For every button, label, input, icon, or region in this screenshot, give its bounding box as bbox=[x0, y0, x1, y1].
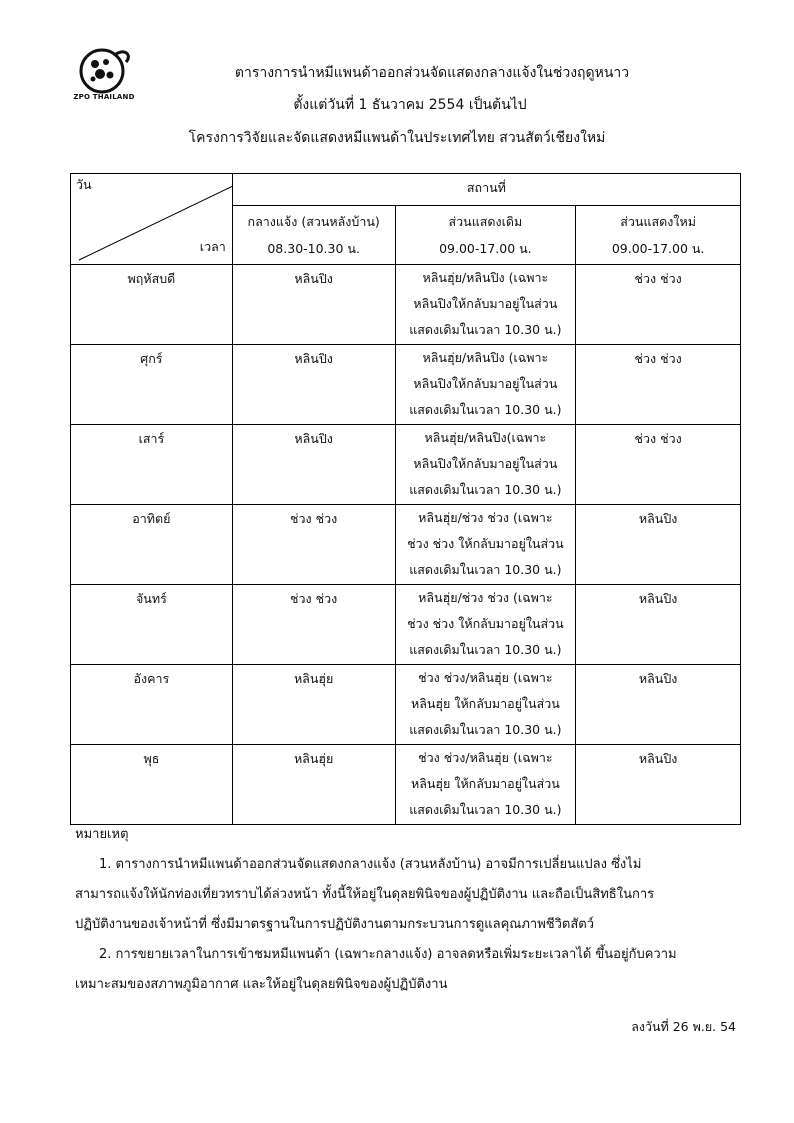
old-exhibit-line: แสดงเดิมในเวลา 10.30 น.) bbox=[409, 322, 562, 337]
corner-header-cell bbox=[71, 174, 233, 265]
outdoor-cell bbox=[232, 665, 395, 745]
old-exhibit-line: หลินปิงให้กลับมาอยู่ในส่วน bbox=[413, 296, 558, 311]
title-line-3: โครงการวิจัยและจัดแสดงหมีแพนด้าในประเทศไทย สวนสัตว์เชียงใหม่ bbox=[188, 130, 606, 146]
table-row bbox=[71, 345, 741, 425]
old-exhibit-line: หลินฮุ่ย/ช่วง ช่วง (เฉพาะ bbox=[418, 510, 553, 525]
column-name: ส่วนแสดงเดิม bbox=[448, 214, 523, 229]
old-exhibit-line: แสดงเดิมในเวลา 10.30 น.) bbox=[409, 562, 562, 577]
old-exhibit-line: ช่วง ช่วง ให้กลับมาอยู่ในส่วน bbox=[407, 536, 564, 551]
logo-text: ZPO THAILAND bbox=[73, 93, 135, 101]
day-cell-text: ศุกร์ bbox=[140, 351, 163, 366]
new-exhibit-cell-text: หลินปิง bbox=[638, 591, 678, 606]
table-row bbox=[71, 745, 741, 825]
new-exhibit-cell bbox=[576, 505, 741, 585]
new-exhibit-cell bbox=[576, 585, 741, 665]
column-header-outdoor bbox=[232, 206, 395, 265]
old-exhibit-cell bbox=[395, 505, 576, 585]
place-header: สถานที่ bbox=[232, 174, 740, 206]
column-time: 09.00-17.00 น. bbox=[611, 241, 705, 256]
day-label: วัน bbox=[76, 177, 92, 192]
new-exhibit-cell-text: ช่วง ช่วง bbox=[634, 431, 682, 446]
day-cell bbox=[71, 665, 233, 745]
outdoor-cell-text: หลินปิง bbox=[294, 431, 333, 446]
new-exhibit-cell-text: ช่วง ช่วง bbox=[634, 351, 682, 366]
old-exhibit-line: หลินฮุ่ย/ช่วง ช่วง (เฉพาะ bbox=[418, 590, 553, 605]
old-exhibit-line: หลินฮุ่ย ให้กลับมาอยู่ในส่วน bbox=[410, 696, 560, 711]
outdoor-cell bbox=[232, 345, 395, 425]
note-2-line-1: 2. การขยายเวลาในการเข้าชมหมีแพนด้า (เฉพาะกลางแจ้ง) อาจลดหรือเพิ่มระยะเวลาได้ ขึ้นอยู่กับความ bbox=[99, 947, 677, 962]
old-exhibit-line: ช่วง ช่วง/หลินฮุ่ย (เฉพาะ bbox=[418, 750, 553, 765]
day-cell-text: เสาร์ bbox=[138, 431, 165, 446]
old-exhibit-line: หลินปิงให้กลับมาอยู่ในส่วน bbox=[413, 456, 558, 471]
old-exhibit-line: แสดงเดิมในเวลา 10.30 น.) bbox=[409, 722, 562, 737]
column-header-old-exhibit bbox=[395, 206, 576, 265]
old-exhibit-cell bbox=[395, 345, 576, 425]
note-2-line-2: เหมาะสมของสภาพภูมิอากาศ และให้อยู่ในดุลยพินิจของผู้ปฏิบัติงาน bbox=[75, 977, 448, 992]
new-exhibit-cell bbox=[576, 745, 741, 825]
old-exhibit-line: หลินฮุ่ย/หลินปิง (เฉพาะ bbox=[422, 270, 549, 285]
table-row bbox=[71, 665, 741, 745]
note-1-line-3: ปฏิบัติงานของเจ้าหน้าที่ ซึ่งมีมาตรฐานในการปฏิบัติงานตามกระบวนการดูแลคุณภาพชีวิตสัตว์ bbox=[75, 917, 595, 932]
old-exhibit-line: แสดงเดิมในเวลา 10.30 น.) bbox=[409, 482, 562, 497]
new-exhibit-cell bbox=[576, 265, 741, 345]
new-exhibit-cell-text: หลินปิง bbox=[638, 671, 678, 686]
old-exhibit-cell bbox=[395, 585, 576, 665]
column-time: 08.30-10.30 น. bbox=[267, 241, 360, 256]
notes-heading: หมายเหตุ bbox=[75, 827, 129, 842]
new-exhibit-cell-text: หลินปิง bbox=[638, 751, 678, 766]
column-name: ส่วนแสดงใหม่ bbox=[620, 214, 696, 229]
outdoor-cell-text: หลินปิง bbox=[294, 351, 333, 366]
table-row bbox=[71, 505, 741, 585]
day-cell bbox=[71, 265, 233, 345]
new-exhibit-cell bbox=[576, 665, 741, 745]
title-line-2: ตั้งแต่วันที่ 1 ธันวาคม 2554 เป็นต้นไป bbox=[293, 97, 527, 113]
outdoor-cell bbox=[232, 425, 395, 505]
day-cell bbox=[71, 505, 233, 585]
time-label: เวลา bbox=[199, 239, 226, 254]
old-exhibit-line: แสดงเดิมในเวลา 10.30 น.) bbox=[409, 802, 562, 817]
old-exhibit-line: ช่วง ช่วง ให้กลับมาอยู่ในส่วน bbox=[407, 616, 564, 631]
day-cell-text: อาทิตย์ bbox=[132, 511, 171, 526]
day-cell-text: พุธ bbox=[143, 751, 160, 766]
day-cell-text: อังคาร bbox=[133, 671, 170, 686]
day-cell bbox=[71, 745, 233, 825]
old-exhibit-line: หลินปิงให้กลับมาอยู่ในส่วน bbox=[413, 376, 558, 391]
outdoor-cell bbox=[232, 745, 395, 825]
day-cell-text: จันทร์ bbox=[135, 591, 167, 606]
column-name: กลางแจ้ง (สวนหลังบ้าน) bbox=[247, 214, 380, 229]
old-exhibit-cell bbox=[395, 425, 576, 505]
old-exhibit-line: แสดงเดิมในเวลา 10.30 น.) bbox=[409, 402, 562, 417]
table-row bbox=[71, 425, 741, 505]
day-cell bbox=[71, 585, 233, 665]
table-row bbox=[71, 585, 741, 665]
table-row bbox=[71, 265, 741, 345]
notes-section bbox=[75, 820, 745, 1000]
signature-date: ลงวันที่ 26 พ.ย. 54 bbox=[631, 1019, 736, 1034]
day-cell-text: พฤหัสบดี bbox=[127, 271, 176, 286]
new-exhibit-cell-text: ช่วง ช่วง bbox=[634, 271, 682, 286]
old-exhibit-line: แสดงเดิมในเวลา 10.30 น.) bbox=[409, 642, 562, 657]
outdoor-cell bbox=[232, 505, 395, 585]
outdoor-cell-text: หลินปิง bbox=[294, 271, 333, 286]
day-cell bbox=[71, 425, 233, 505]
outdoor-cell-text: ช่วง ช่วง bbox=[290, 511, 338, 526]
old-exhibit-line: ช่วง ช่วง/หลินฮุ่ย (เฉพาะ bbox=[418, 670, 553, 685]
note-1-line-2: สามารถแจ้งให้นักท่องเที่ยวทราบได้ล่วงหน้า ทั้งนี้ให้อยู่ในดุลยพินิจของผู้ปฏิบัติงาน และถือเป็นสิทธิในการ bbox=[75, 887, 655, 902]
schedule-table bbox=[70, 173, 741, 825]
old-exhibit-line: หลินฮุ่ย/หลินปิง (เฉพาะ bbox=[422, 350, 549, 365]
old-exhibit-line: หลินฮุ่ย/หลินปิง(เฉพาะ bbox=[424, 430, 547, 445]
outdoor-cell-text: หลินฮุ่ย bbox=[293, 751, 334, 766]
outdoor-cell bbox=[232, 265, 395, 345]
outdoor-cell-text: หลินฮุ่ย bbox=[293, 671, 334, 686]
outdoor-cell bbox=[232, 585, 395, 665]
old-exhibit-line: หลินฮุ่ย ให้กลับมาอยู่ในส่วน bbox=[410, 776, 560, 791]
outdoor-cell-text: ช่วง ช่วง bbox=[290, 591, 338, 606]
new-exhibit-cell-text: หลินปิง bbox=[638, 511, 678, 526]
old-exhibit-cell bbox=[395, 265, 576, 345]
new-exhibit-cell bbox=[576, 345, 741, 425]
old-exhibit-cell bbox=[395, 745, 576, 825]
note-1-line-1: 1. ตารางการนำหมีแพนด้าออกส่วนจัดแสดงกลางแจ้ง (สวนหลังบ้าน) อาจมีการเปลี่ยนแปลง ซึ่งไม่ bbox=[99, 857, 642, 872]
day-cell bbox=[71, 345, 233, 425]
old-exhibit-cell bbox=[395, 665, 576, 745]
column-header-new-exhibit bbox=[576, 206, 741, 265]
new-exhibit-cell bbox=[576, 425, 741, 505]
column-time: 09.00-17.00 น. bbox=[439, 241, 532, 256]
title-line-1: ตารางการนำหมีแพนด้าออกส่วนจัดแสดงกลางแจ้งในช่วงฤดูหนาว bbox=[234, 65, 630, 81]
